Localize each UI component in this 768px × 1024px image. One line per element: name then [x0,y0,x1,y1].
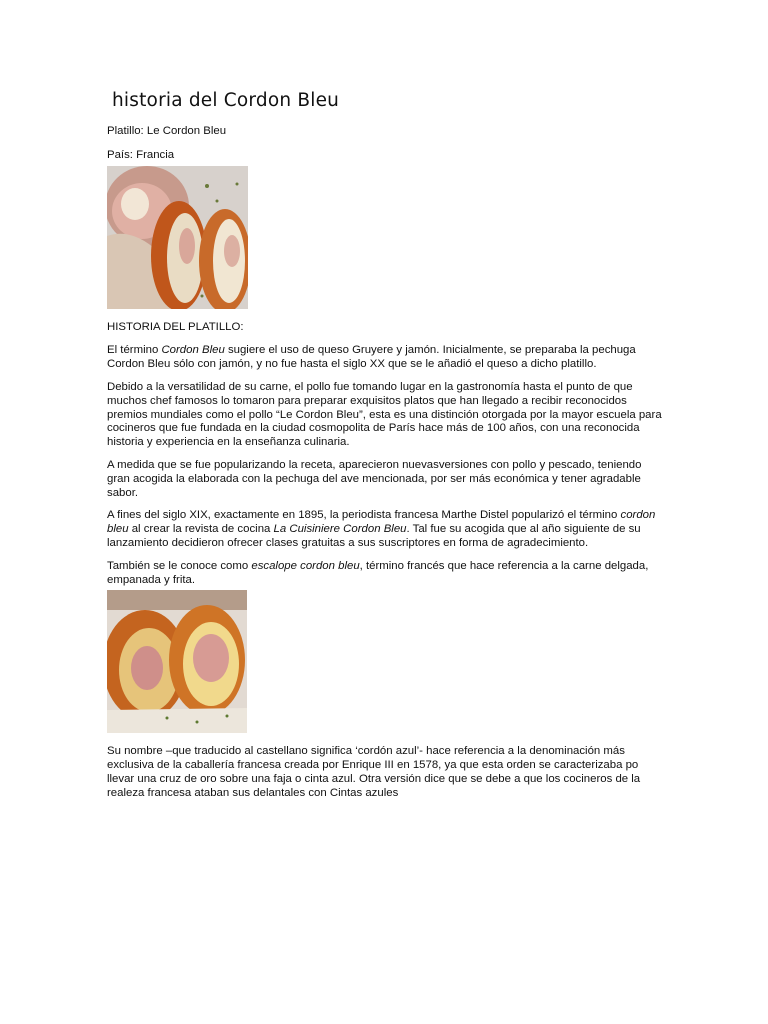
paragraph-4: A fines del siglo XIX, exactamente en 1895, la periodista francesa Marthe Distel popularizó el término cordon bleu al crear la revista de cocina La Cuisiniere Cordon Bleu. Tal fue su acogida que al año siguiente de su lanzamiento decidieron ofrecer clases gratuitas a sus suscriptores en forma de agradecimiento. [107,509,656,549]
section-heading: HISTORIA DEL PLATILLO: [107,320,244,333]
document-title: historia del Cordon Bleu [112,90,340,111]
paragraph-2: Debido a la versatilidad de su carne, el pollo fue tomando lugar en la gastronomía hasta el punto de que muchos chef famosos lo tomaron para preparar exquisitos platos que han llegado a recibir reconocidos premios mundiales como el pollo “Le Cordon Bleu”, esta es una distinción otorgada por la mayor escuela para cocineros que fue fundada en la ciudad cosmopolita de París hace más de 100 años, con una reconocida historia y experiencia en la enseñanza culinaria. [107,380,662,449]
paragraph-1: El término Cordon Bleu sugiere el uso de queso Gruyere y jamón. Inicialmente, se preparaba la pechuga Cordon Bleu sólo con jamón, y no fue hasta el siglo XX que se le añadió el queso a dicho platillo. [107,344,636,371]
pais-line: País: Francia [107,148,175,161]
paragraph-3: A medida que se fue popularizando la receta, aparecieron nuevasversiones con pollo y pescado, teniendo gran acogida la elaborada con la pechuga del ave mencionada, por ser más económica y tener agradable sabor. [107,458,642,499]
paragraph-5: También se le conoce como escalope cordon bleu, término francés que hace referencia a la carne delgada, empanada y frita. [107,559,649,586]
document-page [107,90,662,801]
paragraph-6: Su nombre –que traducido al castellano significa ‘cordón azul’- hace referencia a la denominación más exclusiva de la caballería francesa creada por Enrique III en 1578, ya que esta orden se caracterizaba po llevar una cruz de oro sobre una faja o cinta azul. Otra versión dice que se debe a que los cocineros de la realeza francesa ataban sus delantales con Cintas azules [107,745,641,799]
platillo-line: Platillo: Le Cordon Bleu [107,125,227,137]
cordon-bleu-photo-1 [107,166,248,309]
cordon-bleu-photo-2 [107,590,247,733]
